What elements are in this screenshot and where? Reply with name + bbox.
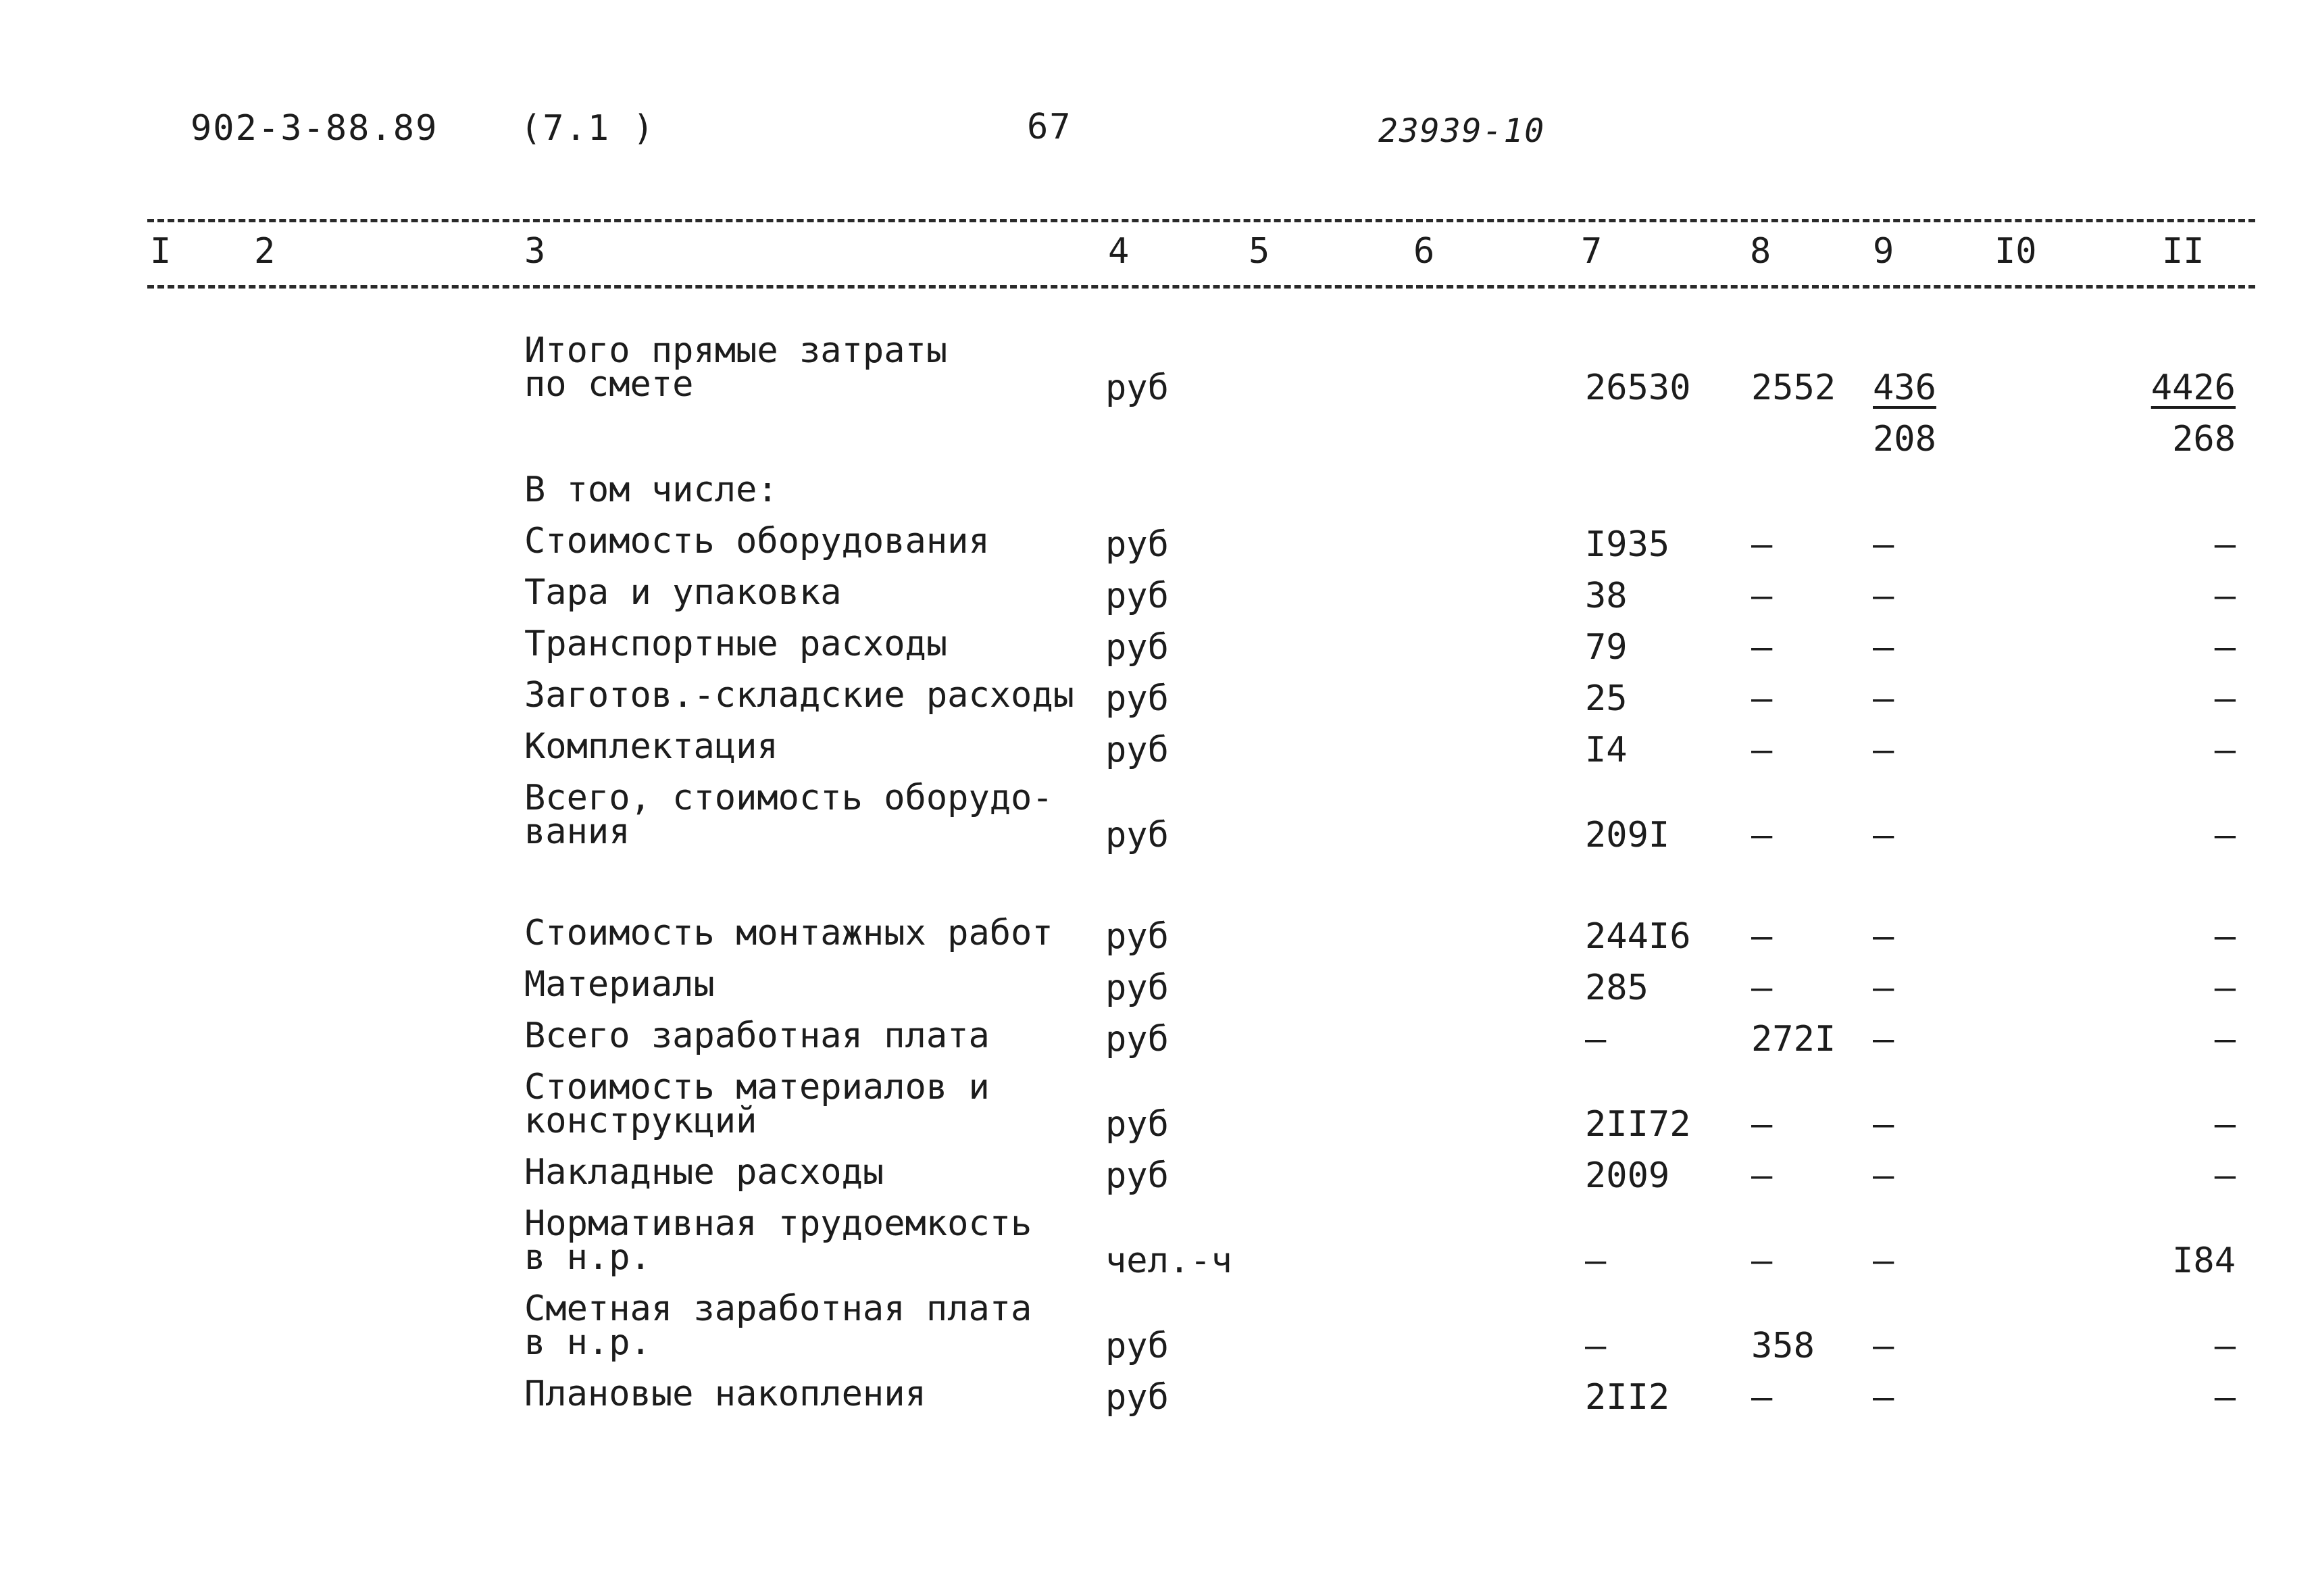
row-col9-value: – (1873, 730, 1894, 770)
table-top-rule (147, 219, 2255, 222)
row-col11-value: I84 (2172, 1241, 2236, 1281)
row-col11-value: – (2214, 815, 2236, 855)
row-col7-value: 79 (1585, 627, 1628, 668)
row-col7-value: – (1585, 1241, 1607, 1281)
row-name: Итого прямые затраты по смете (524, 330, 948, 405)
row-col7-value: 244I6 (1585, 916, 1691, 957)
row-col7-value: I935 (1585, 524, 1670, 565)
row-col9-value: – (1873, 1377, 1894, 1418)
row-name: Стоимость материалов и конструкций (524, 1067, 990, 1141)
row-unit: руб (1105, 1019, 1169, 1059)
row-col9-value: – (1873, 968, 1894, 1008)
row-col9-value: – (1873, 678, 1894, 719)
row-col8-value: – (1751, 524, 1773, 565)
row-col7-value: 285 (1585, 968, 1649, 1008)
row-name: Комплектация (524, 726, 778, 767)
row-col7-value: 2II2 (1585, 1377, 1670, 1418)
column-number: 9 (1873, 231, 1894, 272)
column-number: 7 (1581, 231, 1603, 272)
row-col11-value: – (2214, 1104, 2236, 1145)
row-name: Стоимость монтажных работ (524, 913, 1053, 953)
row-col8-value: – (1751, 576, 1773, 616)
row-col9-value: – (1873, 1241, 1894, 1281)
row-col11-value: 4426 (2150, 368, 2236, 408)
row-col9-subvalue: 208 (1873, 419, 1936, 459)
column-number: 8 (1750, 231, 1771, 272)
row-col7-value: – (1585, 1019, 1607, 1059)
row-col7-value: I4 (1585, 730, 1628, 770)
row-unit: руб (1105, 730, 1169, 770)
row-name: Всего, стоимость оборудо- вания (524, 778, 1053, 852)
row-unit: руб (1105, 916, 1169, 957)
column-number: 5 (1249, 231, 1270, 272)
row-col11-value: – (2214, 576, 2236, 616)
row-col8-value: 272I (1751, 1019, 1836, 1059)
row-col11-value: – (2214, 730, 2236, 770)
column-number: 3 (524, 231, 546, 272)
row-col11-value: – (2214, 968, 2236, 1008)
row-name: Нормативная трудоемкость в н.р. (524, 1203, 1032, 1278)
row-name: Всего заработная плата (524, 1016, 990, 1056)
row-col8-value: – (1751, 968, 1773, 1008)
row-name: Накладные расходы (524, 1152, 884, 1193)
row-col8-value: – (1751, 730, 1773, 770)
row-col9-value: – (1873, 1019, 1894, 1059)
row-col11-value: – (2214, 1377, 2236, 1418)
row-col7-value: 26530 (1585, 368, 1691, 408)
document-code: 902-3-88.89 (191, 108, 438, 149)
row-name: Стоимость оборудования (524, 521, 990, 562)
row-col7-value: 38 (1585, 576, 1628, 616)
row-name: Материалы (524, 964, 715, 1005)
row-col11-value: – (2214, 678, 2236, 719)
row-col7-value: – (1585, 1326, 1607, 1366)
row-col7-value: 2009 (1585, 1155, 1670, 1196)
table-header-rule (147, 285, 2255, 289)
row-col8-value: – (1751, 1104, 1773, 1145)
row-col8-value: – (1751, 1155, 1773, 1196)
row-col11-value: – (2214, 524, 2236, 565)
row-unit: руб (1105, 524, 1169, 565)
part-number: (7.1 ) (520, 108, 655, 149)
row-name: Сметная заработная плата в н.р. (524, 1289, 1032, 1363)
row-col11-value: – (2214, 1326, 2236, 1366)
row-col9-value: – (1873, 576, 1894, 616)
row-col7-value: 2II72 (1585, 1104, 1691, 1145)
row-col8-value: 358 (1751, 1326, 1815, 1366)
row-col8-value: – (1751, 1241, 1773, 1281)
column-number: 4 (1108, 231, 1130, 272)
row-col8-value: – (1751, 916, 1773, 957)
row-col8-value: 2552 (1751, 368, 1836, 408)
row-name: Заготов.-складские расходы (524, 675, 1074, 716)
column-number: 2 (254, 231, 276, 272)
row-unit: руб (1105, 368, 1169, 408)
row-unit: руб (1105, 968, 1169, 1008)
row-col11-value: – (2214, 627, 2236, 668)
row-unit: руб (1105, 627, 1169, 668)
row-col7-value: 25 (1585, 678, 1628, 719)
column-number: I0 (1994, 231, 2037, 272)
row-col9-value: – (1873, 1104, 1894, 1145)
row-col11-value: – (2214, 1155, 2236, 1196)
row-col9-value: – (1873, 627, 1894, 668)
row-unit: руб (1105, 1104, 1169, 1145)
page-number: 67 (1027, 107, 1072, 147)
column-number: II (2162, 231, 2205, 272)
row-col11-value: – (2214, 916, 2236, 957)
row-col8-value: – (1751, 815, 1773, 855)
row-col9-value: 436 (1873, 368, 1936, 408)
row-unit: чел.-ч (1105, 1241, 1232, 1281)
archive-stamp: 23939-10 (1378, 112, 1546, 150)
row-name: Тара и упаковка (524, 572, 842, 613)
column-number: I (150, 231, 172, 272)
row-col8-value: – (1751, 627, 1773, 668)
row-unit: руб (1105, 1155, 1169, 1196)
row-col9-value: – (1873, 916, 1894, 957)
row-col7-value: 209I (1585, 815, 1670, 855)
column-number: 6 (1413, 231, 1435, 272)
row-col11-subvalue: 268 (2172, 419, 2236, 459)
row-col9-value: – (1873, 815, 1894, 855)
row-col8-value: – (1751, 1377, 1773, 1418)
row-unit: руб (1105, 1326, 1169, 1366)
row-col9-value: – (1873, 1155, 1894, 1196)
row-col9-value: – (1873, 524, 1894, 565)
row-name: Транспортные расходы (524, 624, 948, 664)
row-col11-value: – (2214, 1019, 2236, 1059)
row-name: В том числе: (524, 470, 778, 510)
row-unit: руб (1105, 678, 1169, 719)
row-unit: руб (1105, 576, 1169, 616)
row-unit: руб (1105, 815, 1169, 855)
row-name: Плановые накопления (524, 1374, 926, 1414)
row-col9-value: – (1873, 1326, 1894, 1366)
row-col8-value: – (1751, 678, 1773, 719)
row-unit: руб (1105, 1377, 1169, 1418)
